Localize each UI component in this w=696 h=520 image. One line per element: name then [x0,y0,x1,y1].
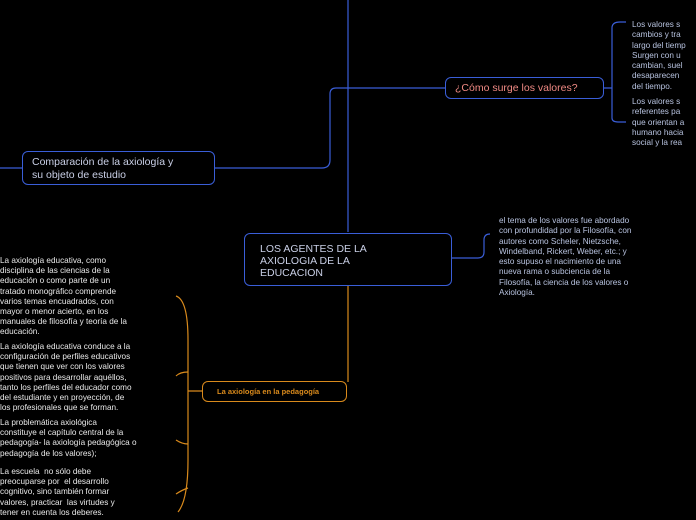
pedagogia-text-1: La axiología educativa, como disciplina de las ciencias de la educación o como parte de un tratado monográfico comprende varios temas encuadrados, con mayor o menor acierto, en los manuales de filosofía y teoría de la educación. [0,256,127,337]
central-topic-node[interactable] [244,233,452,286]
link-text-2 [612,118,626,122]
question-label: ¿Cómo surge los valores? [455,82,578,94]
link-to-historia [452,234,490,258]
comparacion-node[interactable] [22,151,215,185]
pedagogia-node[interactable] [202,381,347,402]
link-to-comparacion [214,88,348,168]
valores-text-1: Los valores s cambios y tra largo del tiemp Surgen con u cambian, suel desaparecen del tiempo. [632,20,686,91]
bracket-to-t2 [176,372,188,376]
comparacion-label: Comparación de la axiología y su objeto de estudio [32,156,174,181]
bracket-to-t3 [176,440,188,444]
pedagogia-text-4: La escuela no sólo debe preocuparse por el desarrollo cognitivo, sino también formar valores, practicar las virtudes y tener en cuenta los deberes. [0,467,115,517]
valores-text-2: Los valores s referentes pa que orientan a humano hacia social y la rea [632,97,685,148]
link-question-to-texts [604,28,612,118]
question-node[interactable] [445,77,604,99]
historia-text: el tema de los valores fue abordado con profundidad por la Filosofía, con autores como Scheler, Nietzsche, Windelband, Rickert, Weber, etc.; y esto supuso el nacimiento de una nueva rama o subciencia de la Filosofía, la ciencia de los valores o Axiología. [499,216,632,298]
pedagogia-text-3: La problemática axiológica constituye el capítulo central de la pedagogía- la axiología pedagógica o pedagogía de los valores); [0,418,137,458]
pedagogia-bracket [176,296,202,512]
pedagogia-text-2: La axiología educativa conduce a la configuración de perfiles educativos que tienen que ver con los valores positivos para desarrollar aquéllos, tanto los perfiles del educador como del estudiante y en proyección, de los profesionales que se forman. [0,342,132,413]
central-topic-label: LOS AGENTES DE LA AXIOLOGIA DE LA EDUCACION [260,243,367,279]
pedagogia-label: La axiología en la pedagogía [217,387,320,396]
link-text-1 [612,22,626,28]
